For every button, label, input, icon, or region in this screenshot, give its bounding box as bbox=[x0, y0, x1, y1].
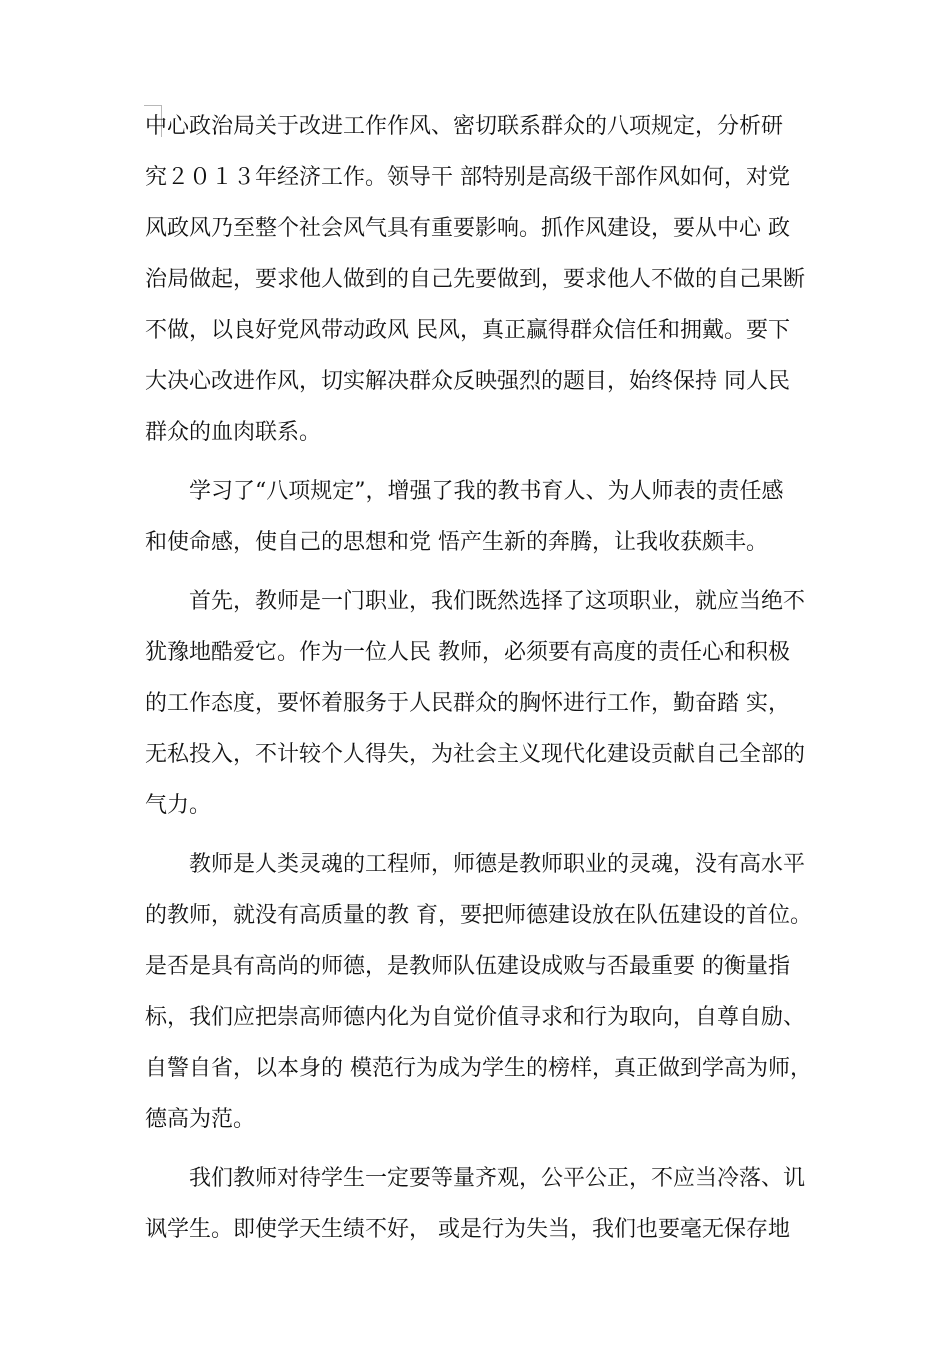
paragraph-line: 群众的血肉联系。 bbox=[145, 420, 322, 445]
paragraph-line: 中心政治局关于改进工作作风、密切联系群众的八项规定，分析研 bbox=[145, 114, 784, 139]
paragraph-line: 大决心改进作风，切实解决群众反映强烈的题目，始终保持 同人民 bbox=[145, 369, 790, 394]
paragraph bbox=[145, 576, 820, 831]
paragraph-line: 讽学生。即使学天生绩不好， 或是行为失当，我们也要毫无保存地 bbox=[145, 1217, 790, 1242]
paragraph-line: 教师是人类灵魂的工程师，师德是教师职业的灵魂，没有高水平 bbox=[189, 852, 806, 877]
paragraph-line: 德高为范。 bbox=[145, 1107, 256, 1132]
paragraph-line: 犹豫地酷爱它。作为一位人民 教师，必须要有高度的责任心和积极 bbox=[145, 640, 790, 665]
paragraph-gap bbox=[145, 568, 820, 576]
paragraph-line: 学习了“八项规定”，增强了我的教书育人、为人师表的责任感 bbox=[189, 479, 784, 504]
paragraph-line: 治局做起，要求他人做到的自己先要做到，要求他人不做的自己果断 bbox=[145, 267, 806, 292]
paragraph bbox=[145, 1153, 820, 1255]
paragraph-line: 是否是具有高尚的师德，是教师队伍建设成败与否最重要 的衡量指 bbox=[145, 954, 790, 979]
paragraph-line: 究２０１３年经济工作。领导干 部特别是高级干部作风如何，对党 bbox=[145, 165, 790, 190]
paragraph-line: 气力。 bbox=[145, 793, 212, 818]
paragraph-line: 我们教师对待学生一定要等量齐观，公平公正，不应当冷落、讥 bbox=[189, 1166, 806, 1191]
paragraph-line: 无私投入，不计较个人得失，为社会主义现代化建设贡献自己全部的 bbox=[145, 742, 806, 767]
paragraph bbox=[145, 839, 820, 1145]
paragraph-line: 自警自省，以本身的 模范行为成为学生的榜样，真正做到学高为师， bbox=[145, 1056, 812, 1081]
paragraph-line: 风政风乃至整个社会风气具有重要影响。抓作风建设，要从中心 政 bbox=[145, 216, 790, 241]
paragraph-line: 不做，以良好党风带动政风 民风，真正赢得群众信任和拥戴。要下 bbox=[145, 318, 790, 343]
paragraph-line: 标，我们应把崇高师德内化为自觉价值寻求和行为取向，自尊自励、 bbox=[145, 1005, 806, 1030]
paragraph bbox=[145, 101, 820, 458]
document-body bbox=[145, 101, 820, 1255]
paragraph-line: 首先，教师是一门职业，我们既然选择了这项职业，就应当绝不 bbox=[189, 589, 806, 614]
paragraph-line: 的工作态度，要怀着服务于人民群众的胸怀进行工作，勤奋踏 实， bbox=[145, 691, 790, 716]
paragraph-gap bbox=[145, 831, 820, 839]
paragraph-line: 和使命感，使自己的思想和党 悟产生新的奔腾，让我收获颇丰。 bbox=[145, 530, 768, 555]
paragraph-gap bbox=[145, 1145, 820, 1153]
paragraph-gap bbox=[145, 458, 820, 466]
paragraph bbox=[145, 466, 820, 568]
paragraph-line: 的教师，就没有高质量的教 育，要把师德建设放在队伍建设的首位。 bbox=[145, 903, 812, 928]
